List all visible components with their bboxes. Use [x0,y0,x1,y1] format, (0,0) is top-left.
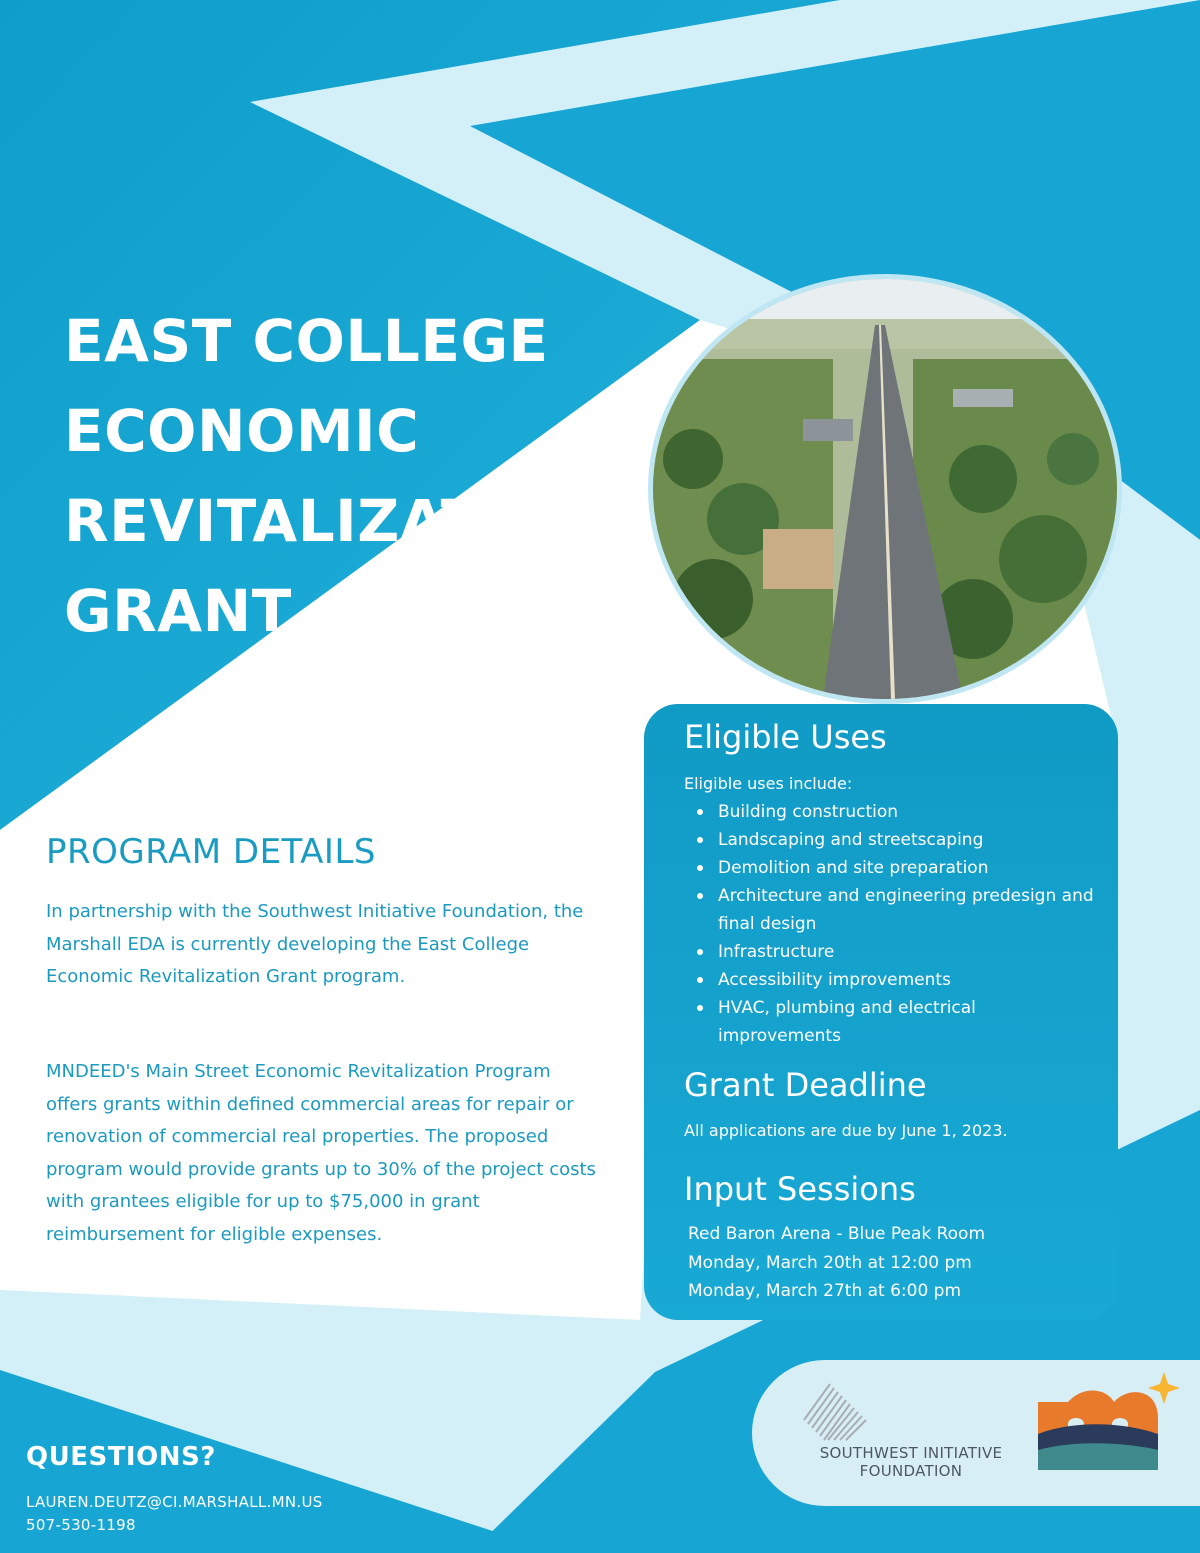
eligible-uses-heading: Eligible Uses [684,718,887,756]
eligible-uses-list [684,798,1104,1050]
program-paragraph-1: In partnership with the Southwest Initiative Foundation, the Marshall EDA is currently developing the East College Economic Revitalization Grant program. [46,901,584,987]
program-paragraph-2: MNDEED's Main Street Economic Revitalization Program offers grants within defined commercial areas for repair or renovation of commercial real properties. The proposed program would provide grants up to 30% of the project costs with grantees eligible for up to $75,000 in grant reimbursement for eligible expenses. [46,1061,596,1245]
input-sessions-heading: Input Sessions [684,1170,916,1208]
eligible-uses-intro: Eligible uses include: [684,774,853,793]
list-item: Accessibility improvements [684,966,1104,994]
contact-email[interactable]: LAUREN.DEUTZ@CI.MARSHALL.MN.US [26,1493,323,1511]
title-line-4: GRANT [64,577,292,645]
swif-logo-mark-icon [800,1380,870,1442]
contact-phone[interactable]: 507-530-1198 [26,1516,136,1534]
session-date: Monday, March 20th at 12:00 pm [688,1252,972,1273]
list-item: Demolition and site preparation [684,854,1104,882]
list-item: Architecture and engineering predesign and final design [684,882,1104,938]
list-item: Building construction [684,798,1104,826]
swif-name-line-1: SOUTHWEST INITIATIVE [819,1444,1003,1462]
session-location: Red Baron Arena - Blue Peak Room [688,1224,986,1244]
list-item: Infrastructure [684,938,1104,966]
questions-heading: QUESTIONS? [26,1442,216,1472]
info-panel [644,704,1118,1320]
grant-deadline-heading: Grant Deadline [684,1066,927,1104]
marshall-m-logo-icon [1034,1372,1188,1482]
input-sessions-list [688,1220,985,1306]
grant-deadline-text: All applications are due by June 1, 2023. [684,1121,1008,1140]
list-item: HVAC, plumbing and electrical improvements [684,994,1104,1050]
session-date: Monday, March 27th at 6:00 pm [688,1281,962,1301]
title-line-3: REVITALIZATION [64,487,602,555]
title-line-1: EAST COLLEGE [64,307,549,375]
program-details-heading: PROGRAM DETAILS [46,832,376,872]
swif-name-line-2: FOUNDATION [859,1462,963,1480]
list-item: Landscaping and streetscaping [684,826,1104,854]
swif-logo-text [796,1444,1026,1480]
page-title [64,296,644,656]
title-line-2: ECONOMIC [64,397,420,465]
aerial-town-photo [648,274,1122,704]
